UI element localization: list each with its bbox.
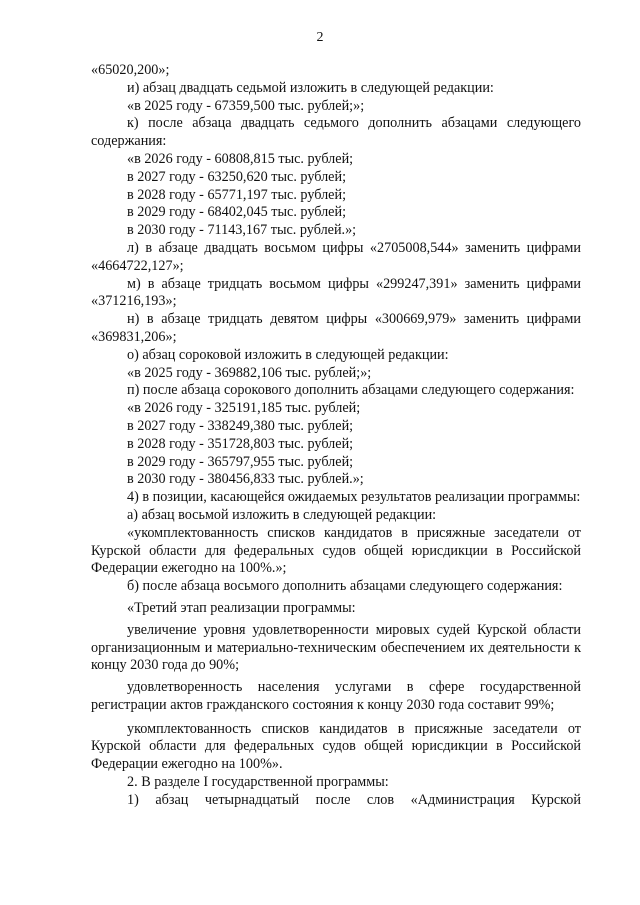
paragraph-6: в 2027 году - 63250,620 тыс. рублей;: [127, 168, 347, 185]
paragraph-30: 1) абзац четырнадцатый после слов «Администрация Курской: [127, 791, 581, 808]
paragraph-13: о) абзац сороковой изложить в следующей редакции:: [127, 346, 449, 363]
paragraph-1: «65020,200»;: [91, 62, 170, 78]
paragraph-4: к) после абзаца двадцать седьмого дополнить абзацами следующего содержания:: [91, 115, 581, 150]
document-body: [91, 62, 581, 810]
paragraph-8: в 2029 году - 68402,045 тыс. рублей;: [127, 204, 347, 221]
paragraph-14: «в 2025 году - 369882,106 тыс. рублей;»;: [127, 364, 372, 381]
paragraph-29: 2. В разделе I государственной программы:: [127, 774, 389, 791]
paragraph-18: в 2028 году - 351728,803 тыс. рублей;: [127, 435, 354, 452]
paragraph-28: укомплектованность списков кандидатов в присяжные заседатели от Курской области для федеральных судов общей юрисдикции в Российской Федерации ежегодно на 100%».: [91, 720, 581, 773]
paragraph-17: в 2027 году - 338249,380 тыс. рублей;: [127, 417, 354, 434]
paragraph-24: б) после абзаца восьмого дополнить абзацами следующего содержания:: [127, 578, 563, 595]
paragraph-7: в 2028 году - 65771,197 тыс. рублей;: [127, 186, 347, 203]
paragraph-20: в 2030 году - 380456,833 тыс. рублей.»;: [127, 471, 364, 488]
paragraph-16: «в 2026 году - 325191,185 тыс. рублей;: [127, 400, 361, 417]
paragraph-23: «укомплектованность списков кандидатов в присяжные заседатели от Курской области для федеральных судов общей юрисдикции в Российской Федерации ежегодно на 100%.»;: [91, 524, 581, 577]
paragraph-3: «в 2025 году - 67359,500 тыс. рублей;»;: [127, 97, 365, 114]
paragraph-21: 4) в позиции, касающейся ожидаемых результатов реализации программы:: [127, 489, 581, 506]
paragraph-2: и) абзац двадцать седьмой изложить в следующей редакции:: [127, 79, 494, 96]
paragraph-9: в 2030 году - 71143,167 тыс. рублей.»;: [127, 222, 357, 239]
paragraph-12: н) в абзаце тридцать девятом цифры «300669,979» заменить цифрами «369831,206»;: [91, 311, 581, 345]
paragraph-27: удовлетворенность населения услугами в сфере государственной регистрации актов гражданского состояния к концу 2030 года составит 99%;: [91, 679, 581, 713]
paragraph-5: «в 2026 году - 60808,815 тыс. рублей;: [127, 150, 354, 167]
paragraph-26: увеличение уровня удовлетворенности мировых судей Курской области организационным и материально-техническим обеспечением их деятельности к концу 2030 года до 90%;: [91, 621, 581, 674]
paragraph-19: в 2029 году - 365797,955 тыс. рублей;: [127, 453, 354, 470]
paragraph-15: п) после абзаца сорокового дополнить абзацами следующего содержания:: [127, 382, 575, 399]
paragraph-10: л) в абзаце двадцать восьмом цифры «2705008,544» заменить цифрами «4664722,127»;: [91, 239, 581, 274]
page-number: 2: [316, 30, 324, 45]
paragraph-11: м) в абзаце тридцать восьмом цифры «299247,391» заменить цифрами «371216,193»;: [91, 275, 581, 310]
paragraph-22: а) абзац восьмой изложить в следующей редакции:: [127, 506, 437, 523]
paragraph-25: «Третий этап реализации программы:: [127, 599, 356, 616]
